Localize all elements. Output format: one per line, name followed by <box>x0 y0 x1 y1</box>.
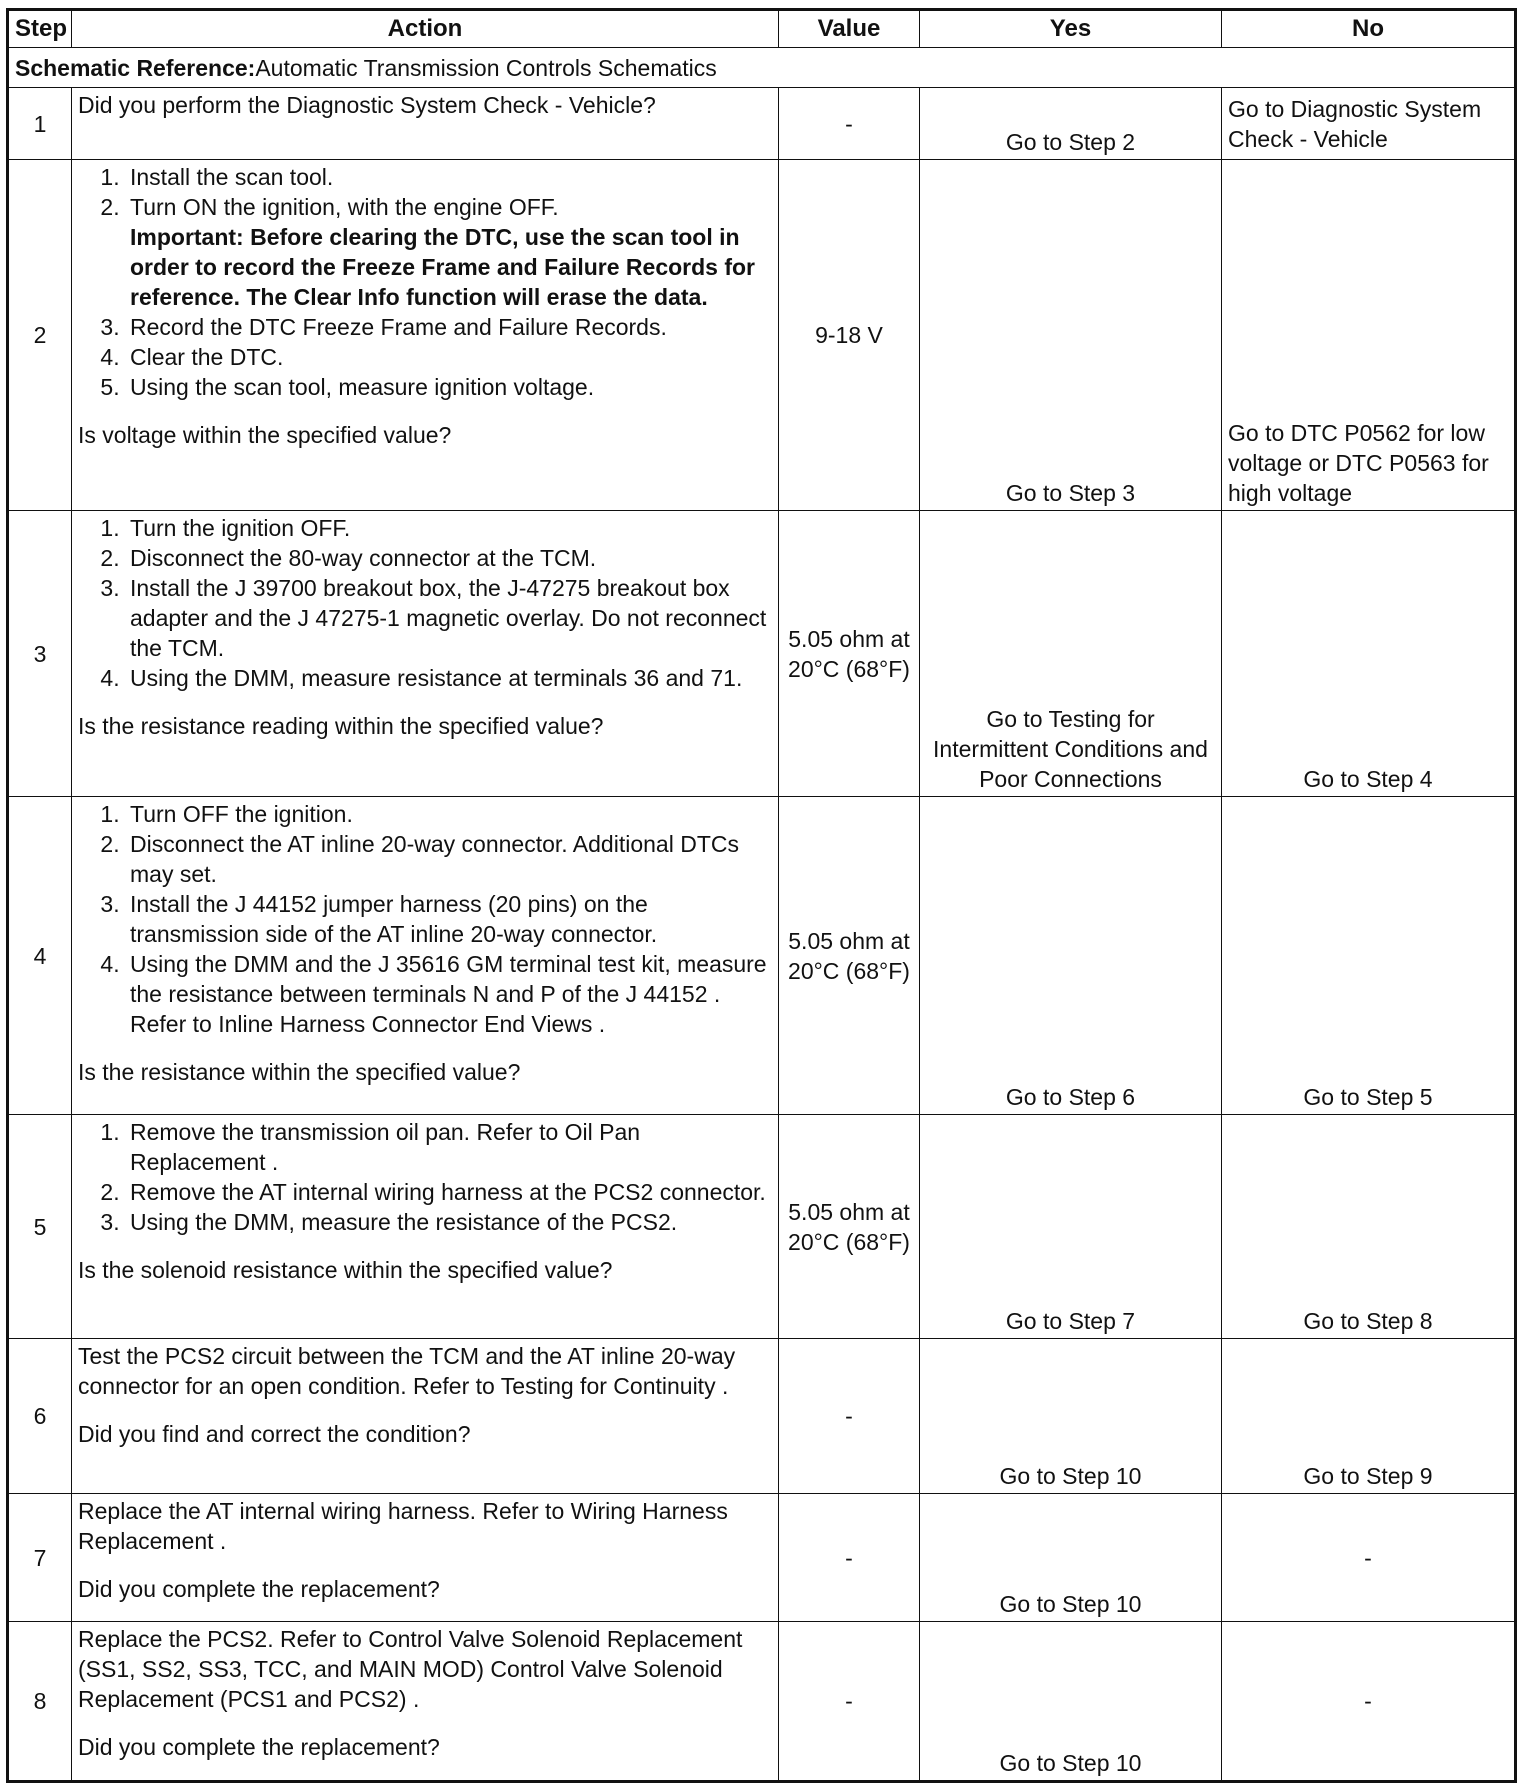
table-row <box>8 1339 1516 1494</box>
action-cell <box>72 1339 779 1494</box>
table-row <box>8 1622 1516 1782</box>
action-question: Is the resistance reading within the specified value? <box>78 713 604 739</box>
action-list <box>78 513 772 693</box>
table-row <box>8 160 1516 511</box>
action-text: Did you perform the Diagnostic System Check - Vehicle? <box>78 92 656 118</box>
no-cell[interactable]: Go to Step 4 <box>1222 511 1516 797</box>
header-step: Step <box>8 10 72 48</box>
value-cell: - <box>779 1339 920 1494</box>
action-text: Replace the PCS2. Refer to Control Valve Solenoid Replacement (SS1, SS2, SS3, TCC, and MAIN MOD) Control Valve Solenoid Replacement (PCS1 and PCS2) . <box>78 1626 743 1712</box>
step-number: 4 <box>8 797 72 1115</box>
action-item: 1. Turn OFF the ignition. <box>126 799 772 829</box>
schematic-row <box>8 48 1516 88</box>
header-action: Action <box>72 10 779 48</box>
action-item: 5. Using the scan tool, measure ignition voltage. <box>126 372 772 402</box>
action-cell <box>72 160 779 511</box>
header-no: No <box>1222 10 1516 48</box>
action-item-text: Turn ON the ignition, with the engine OFF. <box>130 194 559 220</box>
yes-cell[interactable]: Go to Step 3 <box>920 160 1222 511</box>
no-cell[interactable]: Go to Diagnostic System Check - Vehicle <box>1222 88 1516 160</box>
action-item: 2. Remove the AT internal wiring harness at the PCS2 connector. <box>126 1177 772 1207</box>
action-item: 3. Record the DTC Freeze Frame and Failure Records. <box>126 312 772 342</box>
value-cell: 9-18 V <box>779 160 920 511</box>
header-value: Value <box>779 10 920 48</box>
action-item: 3. Using the DMM, measure the resistance of the PCS2. <box>126 1207 772 1237</box>
step-number: 7 <box>8 1494 72 1622</box>
value-cell: - <box>779 1494 920 1622</box>
action-item: 2. Disconnect the AT inline 20-way connector. Additional DTCs may set. <box>126 829 772 889</box>
action-question: Did you complete the replacement? <box>78 1734 440 1760</box>
yes-cell[interactable]: Go to Step 10 <box>920 1494 1222 1622</box>
value-cell: 5.05 ohm at 20°C (68°F) <box>779 797 920 1115</box>
schematic-link[interactable]: Automatic Transmission Controls Schematics <box>255 54 717 81</box>
action-list <box>78 162 772 402</box>
action-item <box>126 192 772 312</box>
diagnostic-table <box>6 8 1517 1783</box>
no-cell: - <box>1222 1494 1516 1622</box>
no-cell[interactable]: Go to Step 8 <box>1222 1115 1516 1339</box>
action-item: 1. Remove the transmission oil pan. Refer to Oil Pan Replacement . <box>126 1117 772 1177</box>
step-number: 2 <box>8 160 72 511</box>
action-item: 4. Using the DMM and the J 35616 GM terminal test kit, measure the resistance between terminals N and P of the J 44152 . Refer to Inline Harness Connector End Views . <box>126 949 772 1039</box>
table-row <box>8 511 1516 797</box>
value-cell: - <box>779 1622 920 1782</box>
action-question: Did you find and correct the condition? <box>78 1421 471 1447</box>
step-number: 6 <box>8 1339 72 1494</box>
value-cell: 5.05 ohm at 20°C (68°F) <box>779 511 920 797</box>
yes-cell[interactable]: Go to Step 6 <box>920 797 1222 1115</box>
action-cell <box>72 1115 779 1339</box>
yes-cell[interactable]: Go to Step 2 <box>920 88 1222 160</box>
step-number: 5 <box>8 1115 72 1339</box>
step-number: 3 <box>8 511 72 797</box>
action-item: 3. Install the J 39700 breakout box, the J-47275 breakout box adapter and the J 47275-1 magnetic overlay. Do not reconnect the TCM. <box>126 573 772 663</box>
yes-cell[interactable]: Go to Step 7 <box>920 1115 1222 1339</box>
schematic-reference <box>8 48 1516 88</box>
no-cell[interactable]: Go to Step 5 <box>1222 797 1516 1115</box>
action-item: 2. Disconnect the 80-way connector at the TCM. <box>126 543 772 573</box>
yes-cell[interactable]: Go to Step 10 <box>920 1622 1222 1782</box>
yes-cell[interactable]: Go to Step 10 <box>920 1339 1222 1494</box>
table-row <box>8 1115 1516 1339</box>
yes-cell[interactable]: Go to Testing for Intermittent Conditions and Poor Connections <box>920 511 1222 797</box>
no-cell: - <box>1222 1622 1516 1782</box>
value-cell: - <box>779 88 920 160</box>
action-question: Is the resistance within the specified value? <box>78 1059 521 1085</box>
no-cell[interactable]: Go to DTC P0562 for low voltage or DTC P0563 for high voltage <box>1222 160 1516 511</box>
action-question: Is the solenoid resistance within the specified value? <box>78 1257 613 1283</box>
step-number: 1 <box>8 88 72 160</box>
value-cell: 5.05 ohm at 20°C (68°F) <box>779 1115 920 1339</box>
no-cell[interactable]: Go to Step 9 <box>1222 1339 1516 1494</box>
action-list <box>78 799 772 1039</box>
table-row <box>8 797 1516 1115</box>
action-cell <box>72 511 779 797</box>
action-item: 1. Install the scan tool. <box>126 162 772 192</box>
header-row <box>8 10 1516 48</box>
action-cell <box>72 1622 779 1782</box>
action-text: Replace the AT internal wiring harness. Refer to Wiring Harness Replacement . <box>78 1498 728 1554</box>
action-cell <box>72 797 779 1115</box>
action-item: 4. Clear the DTC. <box>126 342 772 372</box>
action-question: Did you complete the replacement? <box>78 1576 440 1602</box>
action-item: 1. Turn the ignition OFF. <box>126 513 772 543</box>
schematic-label: Schematic Reference: <box>15 54 256 81</box>
action-question: Is voltage within the specified value? <box>78 422 452 448</box>
action-item: 4. Using the DMM, measure resistance at terminals 36 and 71. <box>126 663 772 693</box>
table-row <box>8 88 1516 160</box>
action-item: 3. Install the J 44152 jumper harness (20 pins) on the transmission side of the AT inline 20-way connector. <box>126 889 772 949</box>
action-cell <box>72 1494 779 1622</box>
action-cell <box>72 88 779 160</box>
header-yes: Yes <box>920 10 1222 48</box>
table-row <box>8 1494 1516 1622</box>
important-note: Important: Before clearing the DTC, use the scan tool in order to record the Freeze Frame and Failure Records for reference. The Clear Info function will erase the data. <box>130 224 755 310</box>
step-number: 8 <box>8 1622 72 1782</box>
action-list <box>78 1117 772 1237</box>
action-text: Test the PCS2 circuit between the TCM and the AT inline 20-way connector for an open condition. Refer to Testing for Continuity . <box>78 1343 736 1399</box>
